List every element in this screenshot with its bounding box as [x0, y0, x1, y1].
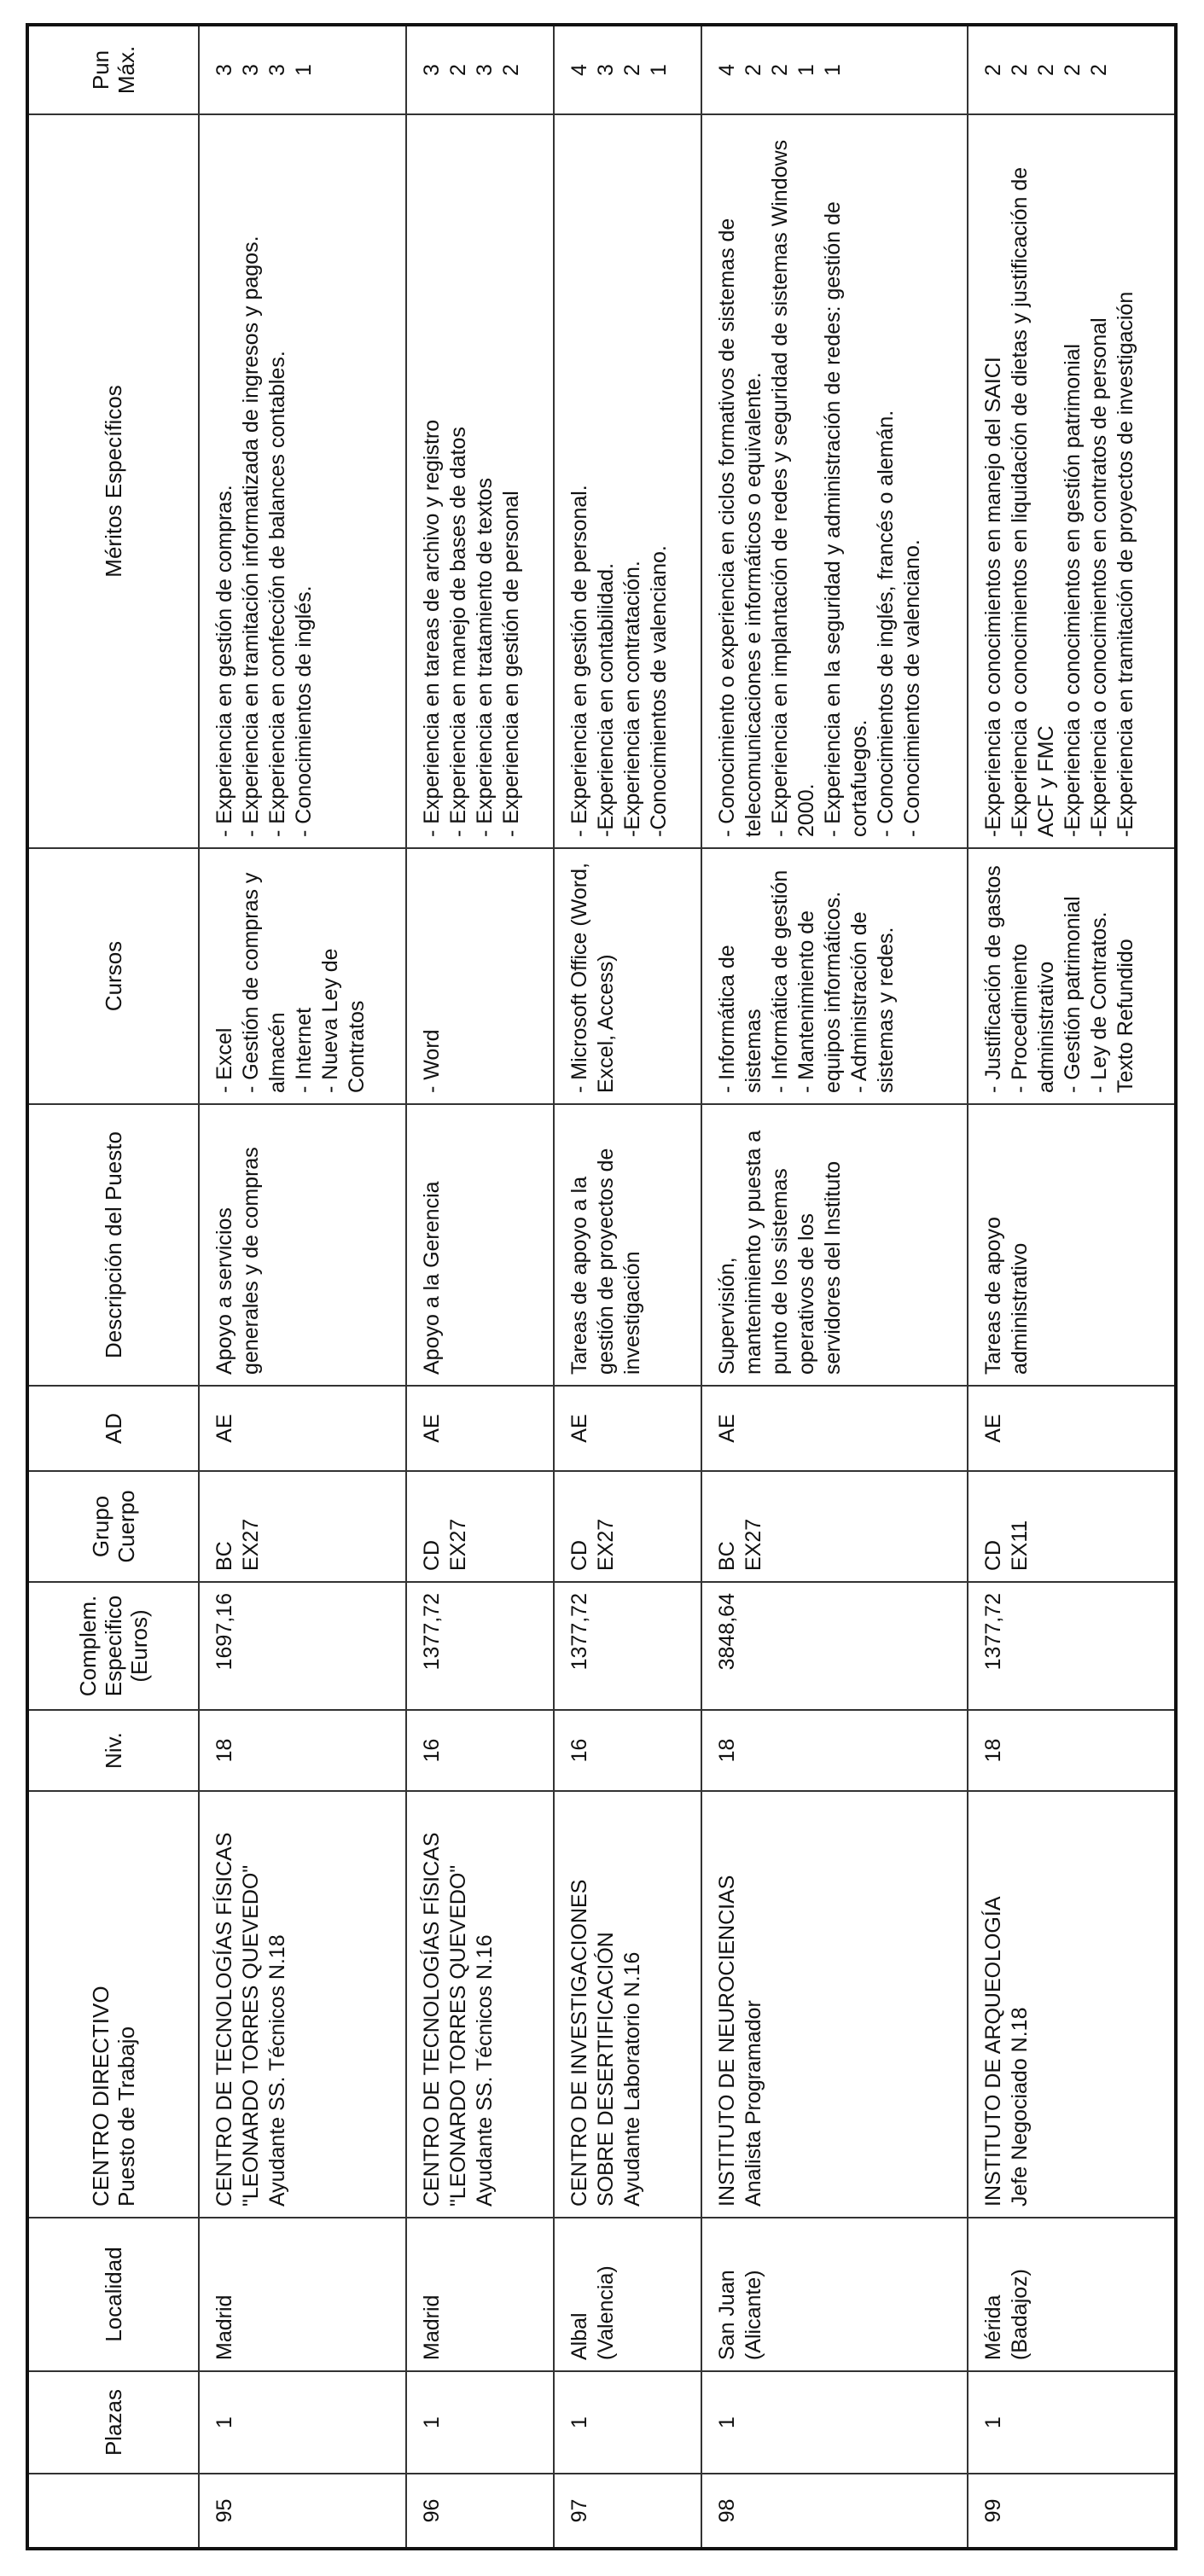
- header-plazas: Plazas: [27, 2371, 199, 2474]
- curso-item: - Mantenimiento de equipos informáticos.: [794, 891, 845, 1093]
- merito-item: - Conocimiento o experiencia en ciclos formativos de sistemas de telecomunicaciones e informáticos o equivalente.: [714, 218, 765, 837]
- row-centro: CENTRO DE TECNOLOGÍAS FÍSICAS "LEONARDO TORRES QUEVEDO": [212, 1832, 263, 2207]
- merito-item: - Experiencia en confección de balances contables.: [265, 351, 289, 837]
- punto-item: 3: [419, 64, 444, 76]
- punto-item: 4: [567, 64, 591, 76]
- row-descripcion: Apoyo a la Gerencia: [406, 1104, 554, 1386]
- row-cursos-list: [212, 859, 370, 1093]
- row-puntos: [968, 25, 1176, 114]
- punto-item: 3: [593, 64, 618, 76]
- curso-item: - Informática de gestión: [767, 869, 792, 1093]
- header-cursos: Cursos: [27, 848, 199, 1104]
- row-meritos: [701, 114, 968, 848]
- curso-item: - Internet: [292, 1007, 316, 1093]
- curso-item: - Procedimiento administrativo: [1008, 943, 1059, 1093]
- row-cursos: [199, 848, 406, 1104]
- row-complemento: 1377,72: [968, 1582, 1176, 1710]
- curso-item: - Justificación de gastos: [981, 865, 1006, 1093]
- curso-item: - Gestión patrimonial: [1061, 896, 1085, 1093]
- merito-item: -Experiencia o conocimientos en contratos de personal: [1087, 317, 1112, 837]
- row-number: 99: [968, 2474, 1176, 2549]
- header-complemento: Complem. Especifico (Euros): [27, 1582, 199, 1710]
- row-cursos-list: [419, 859, 445, 1093]
- row-cursos-list: [980, 859, 1139, 1093]
- punto-item: 1: [646, 64, 671, 76]
- row-meritos-list: [714, 125, 926, 837]
- vacancies-table: [26, 23, 1178, 2550]
- row-meritos-list: [212, 125, 317, 837]
- row-centro-puesto: [968, 1791, 1176, 2218]
- row-puesto: Jefe Negociado N.18: [1008, 2007, 1032, 2207]
- row-meritos: [199, 114, 406, 848]
- row-grupo-cuerpo: BC EX27: [701, 1471, 968, 1582]
- punto-item: 1: [794, 64, 818, 76]
- row-cursos: [968, 848, 1176, 1104]
- table-row: [701, 25, 968, 2549]
- row-nivel: 16: [554, 1710, 701, 1791]
- row-descripcion: Tareas de apoyo administrativo: [968, 1104, 1176, 1386]
- row-plazas: 1: [406, 2371, 554, 2474]
- punto-item: 2: [1087, 64, 1112, 76]
- curso-item: - Gestión de compras y almacén: [239, 872, 289, 1093]
- merito-item: - Experiencia en manejo de bases de datos: [445, 427, 470, 837]
- row-meritos-list: [567, 125, 672, 837]
- curso-item: - Word: [419, 1029, 444, 1093]
- merito-item: - Conocimientos de valenciano.: [899, 539, 924, 837]
- table-row: [199, 25, 406, 2549]
- punto-item: 3: [212, 64, 236, 76]
- punto-item: 4: [714, 64, 739, 76]
- row-nivel: 18: [968, 1710, 1176, 1791]
- row-puntos: [406, 25, 554, 114]
- header-row: [27, 25, 199, 2549]
- punto-item: 1: [292, 64, 316, 76]
- curso-item: - Excel: [212, 1027, 236, 1093]
- merito-item: - Experiencia en gestión de personal: [498, 491, 523, 837]
- header-centro: CENTRO DIRECTIVO: [88, 1986, 113, 2207]
- row-plazas: 1: [968, 2371, 1176, 2474]
- row-descripcion: Supervisión, mantenimiento y puesta a punto de los sistemas operativos de los servidores del Instituto: [701, 1104, 968, 1386]
- table-row: [968, 25, 1176, 2549]
- merito-item: -Experiencia en tramitación de proyectos de investigación: [1114, 291, 1138, 837]
- header-descripcion: Descripción del Puesto: [27, 1104, 199, 1386]
- row-meritos: [406, 114, 554, 848]
- curso-item: - Nueva Ley de Contratos: [318, 948, 369, 1093]
- row-puntos-list: [980, 37, 1113, 103]
- punto-item: 1: [820, 64, 845, 76]
- row-centro: INSTITUTO DE NEUROCIENCIAS: [714, 1875, 739, 2207]
- row-puntos-list: [419, 37, 525, 103]
- row-cursos: [701, 848, 968, 1104]
- table-row: [554, 25, 701, 2549]
- header-puesto: Puesto de Trabajo: [113, 2026, 139, 2207]
- punto-item: 2: [741, 64, 765, 76]
- row-plazas: 1: [554, 2371, 701, 2474]
- row-puntos-list: [714, 37, 846, 103]
- merito-item: -Experiencia o conocimientos en manejo del SAICI: [981, 357, 1006, 837]
- merito-item: -Experiencia en contratación.: [619, 561, 644, 837]
- curso-item: - Administración de sistemas y redes.: [846, 911, 898, 1093]
- merito-item: - Experiencia en gestión de personal.: [567, 485, 591, 837]
- row-grupo-cuerpo: CD EX11: [968, 1471, 1176, 1582]
- row-puntos-list: [212, 37, 317, 103]
- row-nivel: 18: [199, 1710, 406, 1791]
- merito-item: -Experiencia o conocimientos en liquidación de dietas y justificación de ACF y FMC: [1008, 166, 1059, 837]
- row-centro-puesto: [554, 1791, 701, 2218]
- punto-item: 3: [472, 64, 497, 76]
- row-complemento: 3848,64: [701, 1582, 968, 1710]
- row-grupo-cuerpo: CD EX27: [554, 1471, 701, 1582]
- punto-item: 2: [1034, 64, 1059, 76]
- row-centro: INSTITUTO DE ARQUEOLOGÍA: [981, 1896, 1006, 2207]
- row-number: 95: [199, 2474, 406, 2549]
- merito-item: - Experiencia en tramitación informatizada de ingresos y pagos.: [239, 236, 263, 837]
- merito-item: - Experiencia en tareas de archivo y registro: [419, 419, 444, 837]
- row-meritos: [968, 114, 1176, 848]
- punto-item: 2: [1061, 64, 1085, 76]
- header-grupo-cuerpo: Grupo Cuerpo: [27, 1471, 199, 1582]
- row-centro: CENTRO DE TECNOLOGÍAS FÍSICAS "LEONARDO TORRES QUEVEDO": [419, 1832, 470, 2207]
- row-cursos: [554, 848, 701, 1104]
- row-puntos-list: [567, 37, 672, 103]
- header-centro-puesto: [27, 1791, 199, 2218]
- row-number: 96: [406, 2474, 554, 2549]
- merito-item: - Conocimientos de inglés.: [292, 585, 316, 837]
- row-cursos-list: [714, 859, 899, 1093]
- row-nivel: 18: [701, 1710, 968, 1791]
- curso-item: - Informática de sistemas: [714, 945, 765, 1093]
- row-ad: AE: [199, 1386, 406, 1471]
- punto-item: 2: [498, 64, 523, 76]
- merito-item: -Experiencia o conocimientos en gestión patrimonial: [1061, 343, 1085, 837]
- row-centro-puesto: [406, 1791, 554, 2218]
- row-plazas: 1: [199, 2371, 406, 2474]
- header-puntos: Pun Máx.: [27, 25, 199, 114]
- row-grupo-cuerpo: BC EX27: [199, 1471, 406, 1582]
- row-puntos: [701, 25, 968, 114]
- punto-item: 3: [239, 64, 263, 76]
- row-centro-puesto: [701, 1791, 968, 2218]
- row-centro: CENTRO DE INVESTIGACIONES SOBRE DESERTIFICACIÓN: [567, 1879, 618, 2207]
- row-puesto: Ayudante SS. Técnicos N.18: [265, 1934, 289, 2207]
- table-row: [406, 25, 554, 2549]
- row-meritos: [554, 114, 701, 848]
- row-meritos-list: [980, 125, 1139, 837]
- row-number: 98: [701, 2474, 968, 2549]
- row-puesto: Analista Programador: [741, 2000, 765, 2207]
- merito-item: - Experiencia en gestión de compras.: [212, 485, 236, 837]
- header-meritos: Méritos Específicos: [27, 114, 199, 848]
- row-ad: AE: [406, 1386, 554, 1471]
- punto-item: 2: [767, 64, 792, 76]
- row-nivel: 16: [406, 1710, 554, 1791]
- merito-item: - Conocimientos de inglés, francés o alemán.: [873, 410, 898, 837]
- merito-item: - Experiencia en tratamiento de textos: [472, 477, 497, 837]
- merito-item: - Experiencia en implantación de redes y seguridad de sistemas Windows 2000.: [767, 139, 818, 837]
- row-ad: AE: [554, 1386, 701, 1471]
- row-localidad: Albal (Valencia): [554, 2218, 701, 2371]
- header-localidad: Localidad: [27, 2218, 199, 2371]
- punto-item: 2: [619, 64, 644, 76]
- row-cursos-list: [567, 859, 619, 1093]
- row-meritos-list: [419, 125, 525, 837]
- punto-item: 3: [265, 64, 289, 76]
- row-complemento: 1377,72: [554, 1582, 701, 1710]
- row-localidad: Mérida (Badajoz): [968, 2218, 1176, 2371]
- header-nivel: Niv.: [27, 1710, 199, 1791]
- row-puesto: Ayudante SS. Técnicos N.16: [472, 1934, 497, 2207]
- punto-item: 2: [1008, 64, 1032, 76]
- row-ad: AE: [968, 1386, 1176, 1471]
- row-localidad: Madrid: [199, 2218, 406, 2371]
- punto-item: 2: [981, 64, 1006, 76]
- row-complemento: 1377,72: [406, 1582, 554, 1710]
- row-complemento: 1697,16: [199, 1582, 406, 1710]
- row-descripcion: Tareas de apoyo a la gestión de proyectos de investigación: [554, 1104, 701, 1386]
- curso-item: - Ley de Contratos. Texto Refundido: [1087, 911, 1138, 1093]
- row-descripcion: Apoyo a servicios generales y de compras: [199, 1104, 406, 1386]
- row-centro-puesto: [199, 1791, 406, 2218]
- header-ad: AD: [27, 1386, 199, 1471]
- row-puesto: Ayudante Laboratorio N.16: [619, 1951, 644, 2207]
- merito-item: - Experiencia en la seguridad y administración de redes: gestión de cortafuegos.: [820, 201, 871, 837]
- row-number: 97: [554, 2474, 701, 2549]
- curso-item: - Microsoft Office (Word, Excel, Access): [567, 863, 618, 1093]
- row-ad: AE: [701, 1386, 968, 1471]
- row-puntos: [554, 25, 701, 114]
- row-plazas: 1: [701, 2371, 968, 2474]
- merito-item: -Experiencia en contabilidad.: [593, 562, 618, 837]
- merito-item: -Conocimientos de valenciano.: [646, 545, 671, 837]
- row-localidad: San Juan (Alicante): [701, 2218, 968, 2371]
- row-grupo-cuerpo: CD EX27: [406, 1471, 554, 1582]
- row-localidad: Madrid: [406, 2218, 554, 2371]
- header-number: [27, 2474, 199, 2549]
- row-cursos: [406, 848, 554, 1104]
- punto-item: 2: [445, 64, 470, 76]
- row-puntos: [199, 25, 406, 114]
